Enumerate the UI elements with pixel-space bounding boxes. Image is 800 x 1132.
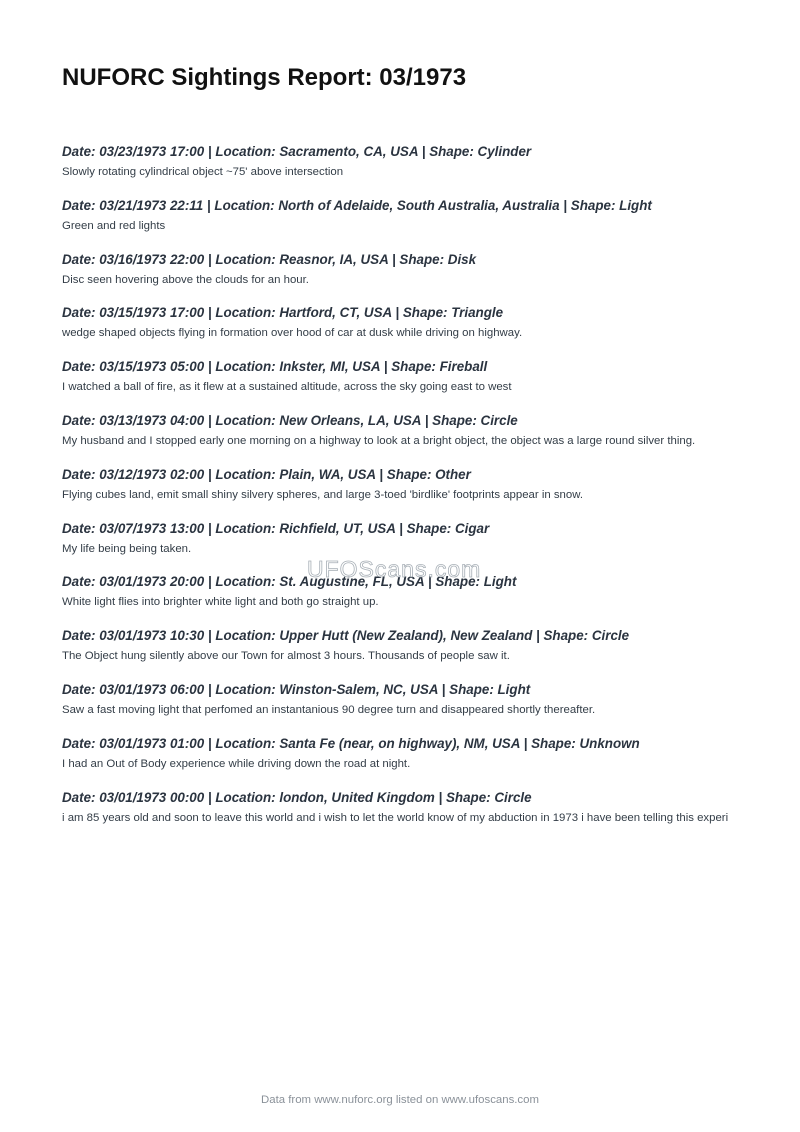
sighting-header: Date: 03/01/1973 20:00 | Location: St. Augustine, FL, USA | Shape: Light (62, 574, 517, 590)
sighting-description: Slowly rotating cylindrical object ~75' above intersection (62, 166, 344, 178)
sighting-entry (62, 735, 742, 789)
sighting-description: I had an Out of Body experience while driving down the road at night. (62, 757, 411, 770)
ufoscans-watermark: UFOScans.com (307, 556, 482, 582)
sighting-header: Date: 03/13/1973 04:00 | Location: New Orleans, LA, USA | Shape: Circle (62, 412, 518, 428)
sighting-entry (62, 627, 742, 681)
sighting-description: Flying cubes land, emit small shiny silvery spheres, and large 3-toed 'birdlike' footprints appear in snow. (62, 488, 583, 501)
sighting-header: Date: 03/01/1973 06:00 | Location: Winston-Salem, NC, USA | Shape: Light (62, 681, 531, 697)
sighting-description: My husband and I stopped early one morning on a highway to look at a bright object, the object was a large round silver thing. (62, 434, 696, 447)
sighting-header: Date: 03/23/1973 17:00 | Location: Sacramento, CA, USA | Shape: Cylinder (62, 144, 532, 159)
sighting-description: Green and red lights (62, 219, 166, 232)
sighting-header: Date: 03/07/1973 13:00 | Location: Richfield, UT, USA | Shape: Cigar (62, 520, 490, 536)
sighting-description: Saw a fast moving light that perfomed an instantanious 90 degree turn and disappeared shortly thereafter. (62, 703, 596, 716)
sighting-description: Disc seen hovering above the clouds for an hour. (62, 273, 309, 286)
sighting-description: I watched a ball of fire, as it flew at a sustained altitude, across the sky going east to west (62, 381, 512, 394)
sighting-entry (62, 304, 742, 358)
sighting-entry (62, 466, 742, 520)
sighting-header: Date: 03/12/1973 02:00 | Location: Plain, WA, USA | Shape: Other (62, 466, 471, 482)
sighting-entry (62, 573, 742, 627)
sighting-description: My life being being taken. (62, 542, 192, 555)
sighting-header: Date: 03/15/1973 17:00 | Location: Hartford, CT, USA | Shape: Triangle (62, 305, 504, 321)
sighting-entry (62, 789, 742, 843)
sightings-list (62, 143, 742, 842)
sighting-entry (62, 681, 742, 735)
sighting-entry (62, 143, 742, 197)
page-title: NUFORC Sightings Report: 03/1973 (62, 64, 467, 91)
page-footer: Data from www.nuforc.org listed on www.ufoscans.com (261, 1094, 539, 1106)
sighting-header: Date: 03/01/1973 10:30 | Location: Upper Hutt (New Zealand), New Zealand | Shape: Circle (62, 628, 630, 644)
sighting-entry (62, 358, 742, 412)
sighting-entry (62, 412, 742, 466)
sighting-entry (62, 520, 742, 574)
sighting-header: Date: 03/21/1973 22:11 | Location: North of Adelaide, South Australia, Australia | Shape: Light (62, 197, 652, 213)
sighting-description: The Object hung silently above our Town for almost 3 hours. Thousands of people saw it. (62, 650, 510, 663)
sighting-description: White light flies into brighter white light and both go straight up. (62, 596, 379, 609)
sighting-header: Date: 03/15/1973 05:00 | Location: Inkster, MI, USA | Shape: Fireball (62, 359, 488, 375)
sighting-header: Date: 03/01/1973 01:00 | Location: Santa Fe (near, on highway), NM, USA | Shape: Unknown (62, 735, 640, 751)
sighting-entry (62, 251, 742, 305)
sighting-header: Date: 03/01/1973 00:00 | Location: london, United Kingdom | Shape: Circle (62, 789, 532, 805)
sighting-description: wedge shaped objects flying in formation over hood of car at dusk while driving on highway. (62, 327, 523, 340)
sighting-description: i am 85 years old and soon to leave this world and i wish to let the world know of my abduction in 1973 i have been telling this experi (62, 811, 729, 824)
sighting-header: Date: 03/16/1973 22:00 | Location: Reasnor, IA, USA | Shape: Disk (62, 251, 477, 267)
sighting-entry (62, 197, 742, 251)
